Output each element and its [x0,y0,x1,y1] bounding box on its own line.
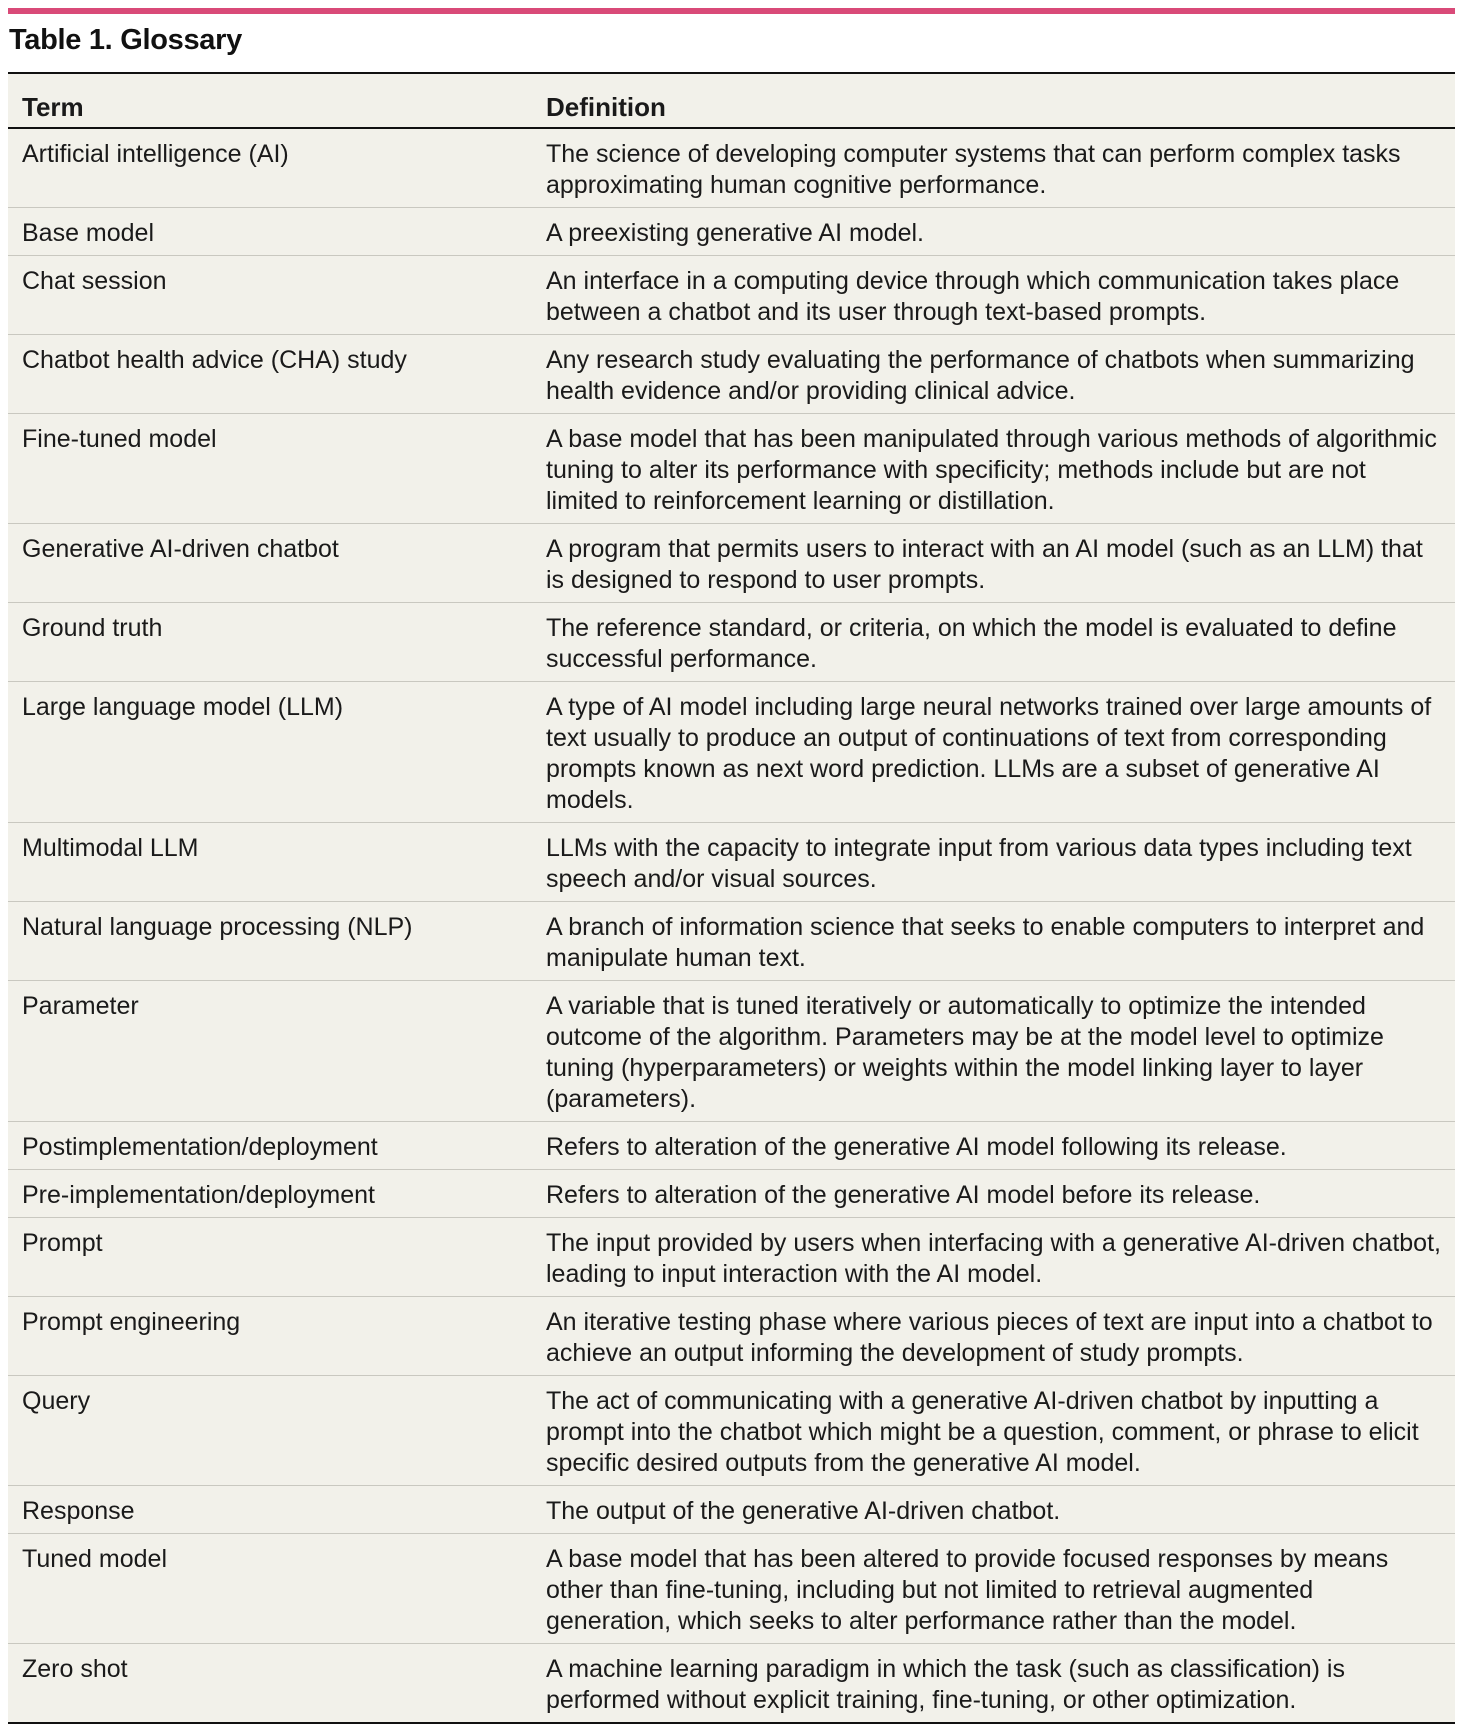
table-row [8,1297,1455,1376]
definition-cell: A machine learning paradigm in which the task (such as classification) is performed without explicit training, fine-tuning, or other optimization. [532,1644,1455,1723]
term-cell: Prompt engineering [8,1297,532,1376]
table-body [8,128,1455,1722]
term-cell: Response [8,1486,532,1534]
definition-cell: A preexisting generative AI model. [532,208,1455,256]
definition-cell: The input provided by users when interfacing with a generative AI-driven chatbot, leading to input interaction with the AI model. [532,1218,1455,1297]
term-cell: Natural language processing (NLP) [8,902,532,981]
term-cell: Chat session [8,256,532,335]
table-row [8,1486,1455,1534]
term-cell: Ground truth [8,603,532,682]
table-row [8,981,1455,1122]
table-row [8,1534,1455,1644]
term-cell: Query [8,1376,532,1486]
column-header-term: Term [8,74,532,128]
table-row [8,1170,1455,1218]
table-row [8,208,1455,256]
definition-cell: LLMs with the capacity to integrate input from various data types including text speech and/or visual sources. [532,823,1455,902]
table-title: Table 1. Glossary [9,24,242,56]
definition-cell: A branch of information science that seeks to enable computers to interpret and manipulate human text. [532,902,1455,981]
table-row [8,1218,1455,1297]
glossary-table [8,74,1455,1722]
term-cell: Tuned model [8,1534,532,1644]
table-row [8,128,1455,208]
definition-cell: A base model that has been manipulated through various methods of algorithmic tuning to alter its performance with specificity; methods include but are not limited to reinforcement learning or distillation. [532,414,1455,524]
table-row [8,524,1455,603]
table-row [8,256,1455,335]
table-row [8,682,1455,823]
term-cell: Prompt [8,1218,532,1297]
table-row [8,1122,1455,1170]
definition-cell: Any research study evaluating the performance of chatbots when summarizing health evidence and/or providing clinical advice. [532,335,1455,414]
accent-bar [8,8,1455,14]
definition-cell: The act of communicating with a generative AI-driven chatbot by inputting a prompt into the chatbot which might be a question, comment, or phrase to elicit specific desired outputs from the generative AI model. [532,1376,1455,1486]
term-cell: Fine-tuned model [8,414,532,524]
table-row [8,335,1455,414]
definition-cell: The output of the generative AI-driven chatbot. [532,1486,1455,1534]
definition-cell: The reference standard, or criteria, on which the model is evaluated to define successful performance. [532,603,1455,682]
table-row [8,1644,1455,1723]
table-row [8,823,1455,902]
table-header-row [8,74,1455,128]
definition-cell: An interface in a computing device through which communication takes place between a chatbot and its user through text-based prompts. [532,256,1455,335]
definition-cell: A base model that has been altered to provide focused responses by means other than fine-tuning, including but not limited to retrieval augmented generation, which seeks to alter performance rather than the model. [532,1534,1455,1644]
table-row [8,414,1455,524]
table-row [8,603,1455,682]
term-cell: Multimodal LLM [8,823,532,902]
definition-cell: A type of AI model including large neural networks trained over large amounts of text usually to produce an output of continuations of text from corresponding prompts known as next word prediction. LLMs are a subset of generative AI models. [532,682,1455,823]
table-row [8,902,1455,981]
table-row [8,1376,1455,1486]
column-header-definition: Definition [532,74,1455,128]
definition-cell: An iterative testing phase where various pieces of text are input into a chatbot to achieve an output informing the development of study prompts. [532,1297,1455,1376]
definition-cell: Refers to alteration of the generative AI model before its release. [532,1170,1455,1218]
term-cell: Large language model (LLM) [8,682,532,823]
glossary-table-container [8,72,1455,1724]
term-cell: Zero shot [8,1644,532,1723]
definition-cell: The science of developing computer systems that can perform complex tasks approximating human cognitive performance. [546,140,1401,199]
term-cell: Pre-implementation/deployment [8,1170,532,1218]
term-cell: Parameter [8,981,532,1122]
term-cell: Artificial intelligence (AI) [22,140,289,168]
definition-cell: A variable that is tuned iteratively or automatically to optimize the intended outcome of the algorithm. Parameters may be at the model level to optimize tuning (hyperparameters) or weights within the model linking layer to layer (parameters). [532,981,1455,1122]
term-cell: Postimplementation/deployment [8,1122,532,1170]
definition-cell: Refers to alteration of the generative AI model following its release. [532,1122,1455,1170]
definition-cell: A program that permits users to interact with an AI model (such as an LLM) that is designed to respond to user prompts. [532,524,1455,603]
term-cell: Generative AI-driven chatbot [8,524,532,603]
term-cell: Base model [8,208,532,256]
term-cell: Chatbot health advice (CHA) study [8,335,532,414]
